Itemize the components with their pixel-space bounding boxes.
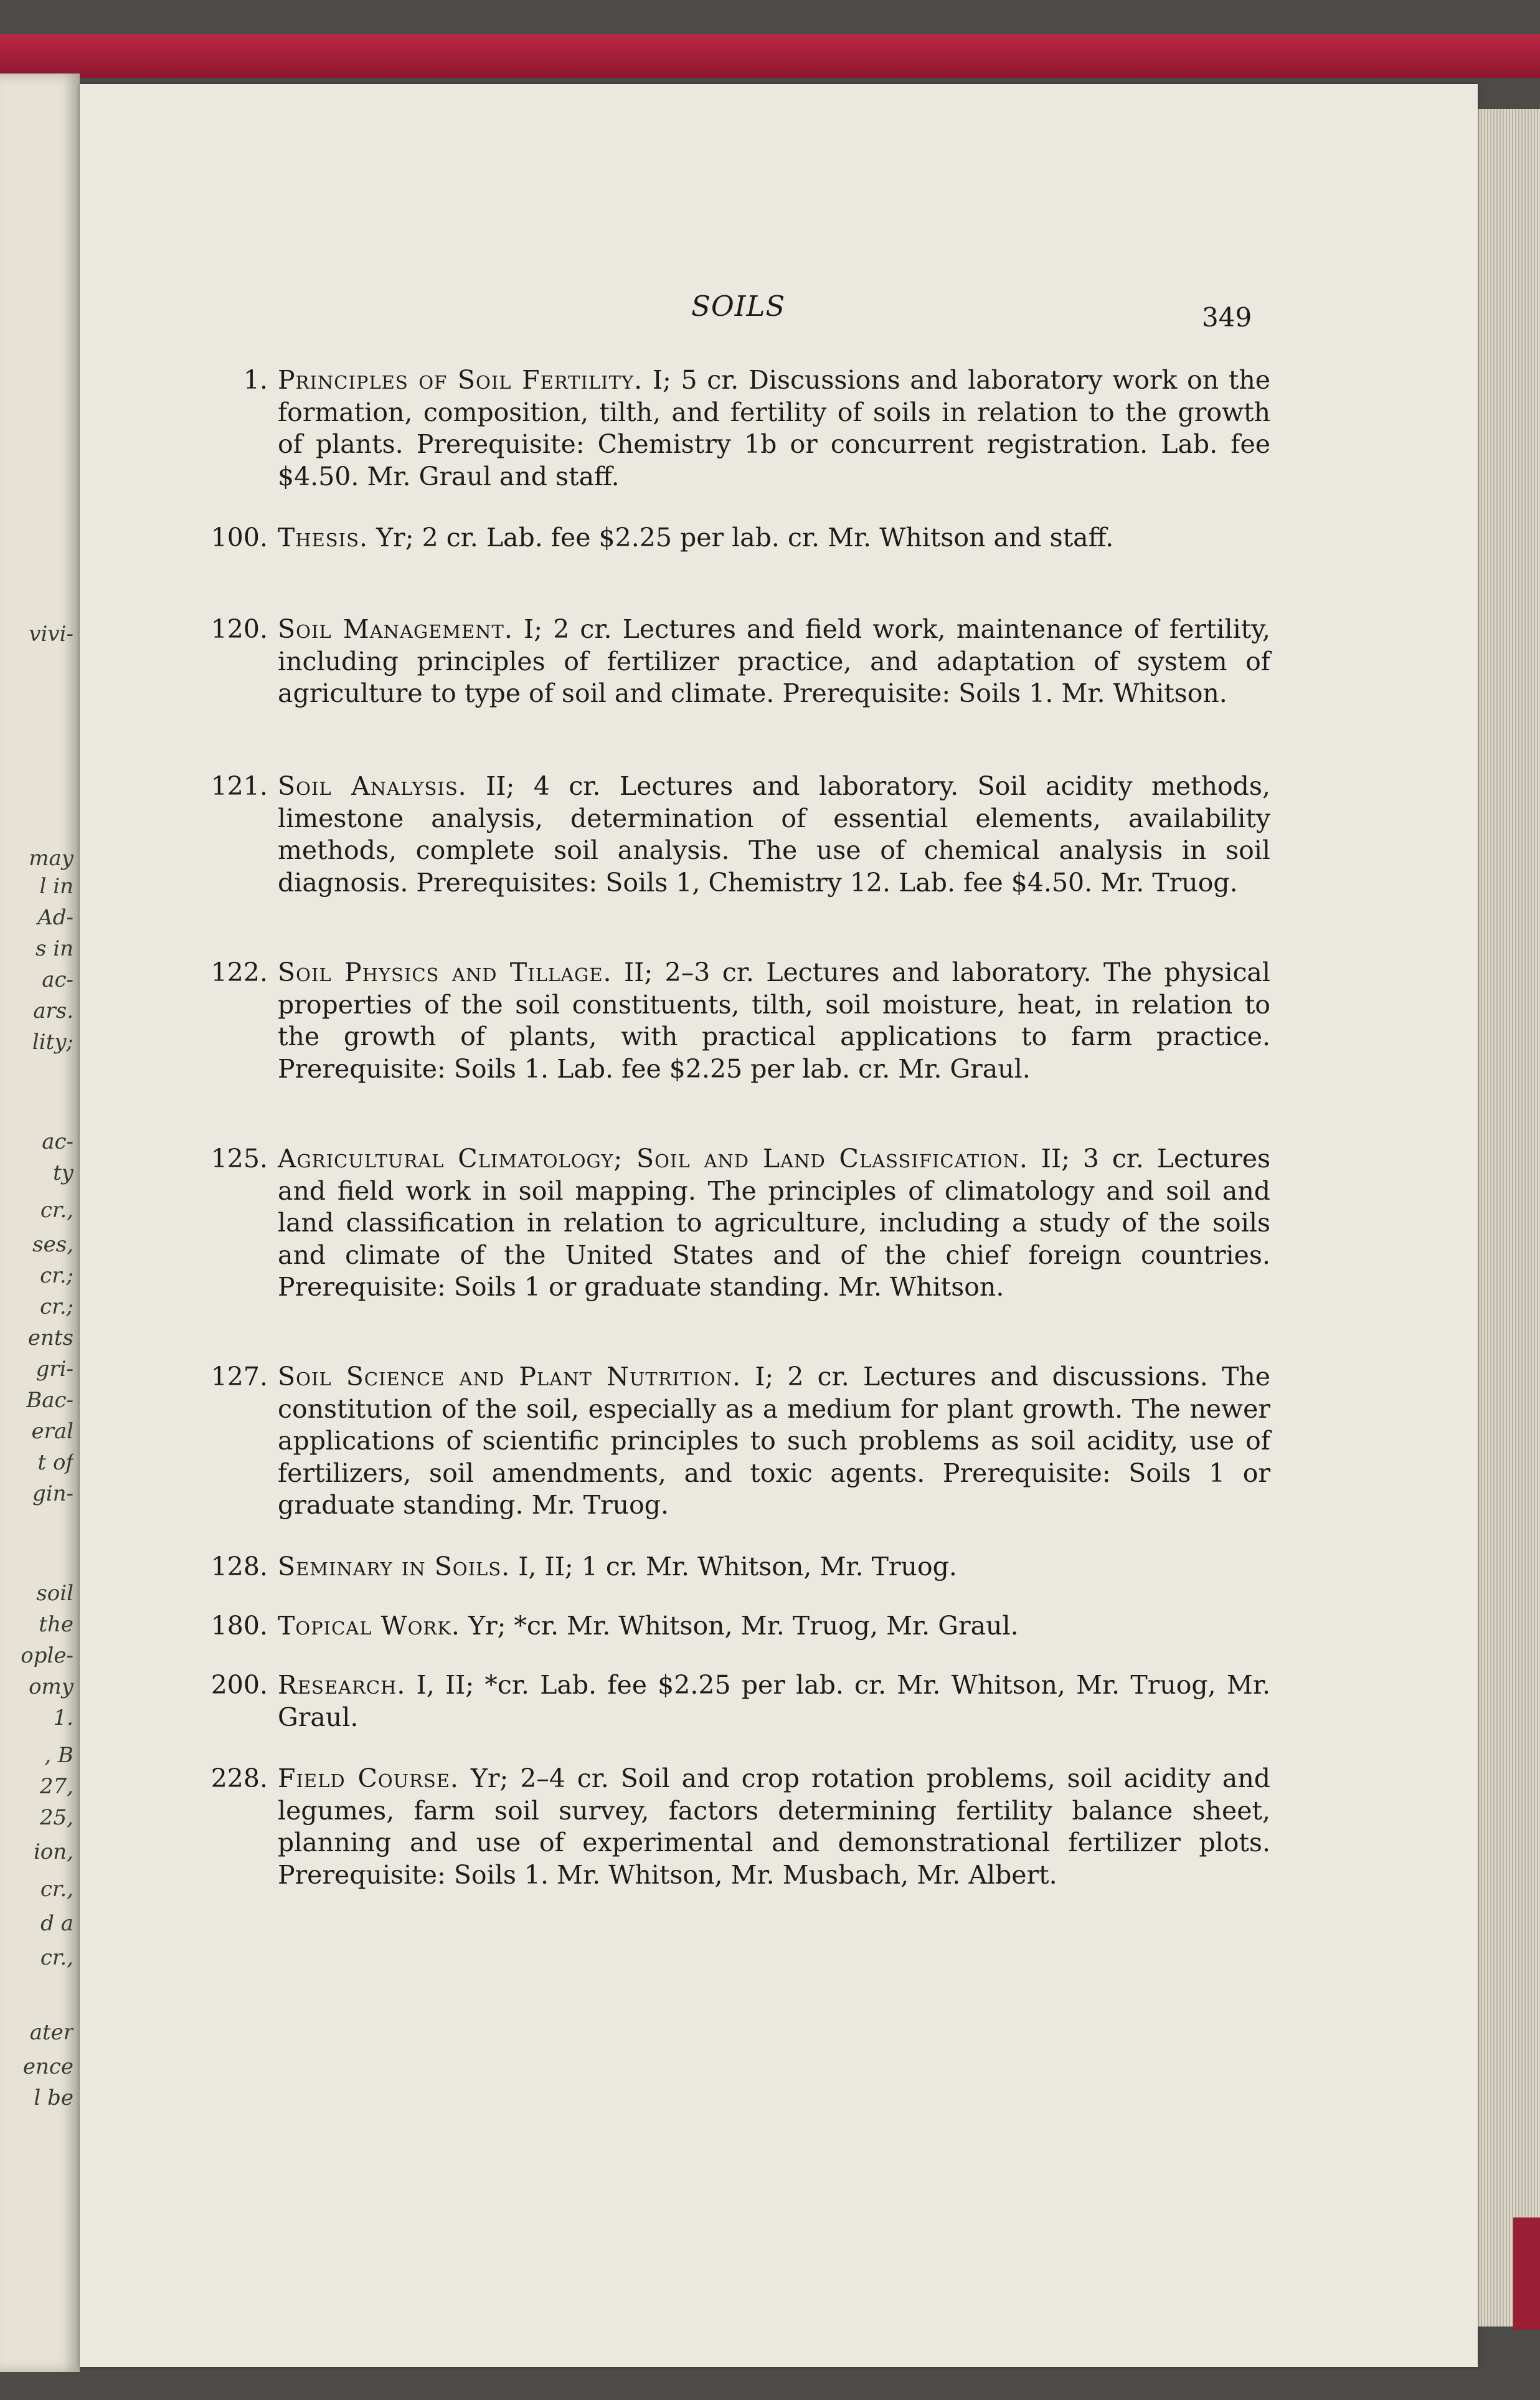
course-title: Agricultural Climatology; Soil and Land Classification.	[278, 1144, 1028, 1174]
course-title: Soil Science and Plant Nutrition.	[278, 1362, 741, 1392]
facing-page-fragment: l be	[34, 2085, 73, 2110]
course-number: 122.	[210, 957, 268, 987]
facing-page-fragment: ents	[27, 1326, 73, 1350]
course-description: II; 3 cr. Lectures and field work in soil mapping. The principles of climatology and soil and land classification in relation to agriculture, including a study of the soils and climate of the United States and of the chief foreign countries. Prerequisite: Soils 1 or graduate standing. Mr. Whitson.	[278, 1144, 1271, 1302]
course-entry	[199, 522, 1270, 554]
course-number: 100.	[210, 523, 268, 553]
course-description: I; 2 cr. Lectures and discussions. The constitution of the soil, especially as a medium for plant growth. The newer applications of scientific principles to such problems as soil acidity, use of fertilizers, soil amendments, and toxic agents. Prerequisite: Soils 1 or graduate standing. Mr. Truog.	[278, 1362, 1270, 1520]
course-title: Soil Management.	[278, 614, 513, 644]
book-binding	[0, 34, 1540, 78]
facing-page-fragment: d a	[40, 1911, 73, 1936]
facing-page-fragment: omy	[29, 1674, 73, 1699]
facing-page-fragment: ence	[22, 2054, 73, 2079]
facing-page-fragment: ople-	[21, 1643, 73, 1668]
facing-page-fragment: ac-	[42, 967, 73, 992]
facing-page-fragment: 1.	[53, 1705, 73, 1730]
course-title: Soil Analysis.	[278, 771, 467, 801]
facing-page-fragment: eral	[31, 1419, 73, 1444]
facing-page-fragment: cr.,	[40, 1877, 73, 1902]
facing-page-fragment: cr.;	[40, 1294, 73, 1319]
facing-page-fragment: Bac-	[26, 1388, 73, 1413]
facing-page-fragment: l in	[39, 874, 73, 899]
course-description: I; 2 cr. Lectures and field work, maintenance of fertility, including principles of fertilizer practice, and adaptation of system of agriculture to type of soil and climate. Prerequisite: Soils 1. Mr. Whitson.	[278, 614, 1270, 708]
course-title: Thesis.	[278, 523, 369, 553]
facing-page-fragment: cr.,	[40, 1198, 73, 1223]
course-number: 200.	[210, 1670, 268, 1700]
facing-page-fragment: gri-	[35, 1357, 73, 1382]
course-entry	[199, 1763, 1270, 1891]
course-description: I, II; 1 cr. Mr. Whitson, Mr. Truog.	[518, 1552, 957, 1582]
facing-page-fragment: 25,	[39, 1805, 73, 1830]
facing-page-fragment: gin-	[32, 1481, 73, 1506]
course-title: Seminary in Soils.	[278, 1552, 511, 1582]
facing-page-fragment: ses,	[32, 1232, 73, 1257]
course-number: 180.	[210, 1611, 268, 1641]
course-number: 121.	[210, 771, 268, 801]
facing-page-fragment: may	[29, 846, 73, 871]
course-description: I, II; *cr. Lab. fee $2.25 per lab. cr. Mr. Whitson, Mr. Truog, Mr. Graul.	[278, 1670, 1270, 1732]
course-entry	[199, 1143, 1270, 1304]
course-title: Field Course.	[278, 1763, 459, 1793]
facing-page-fragment: cr.,	[40, 1945, 73, 1970]
course-number: 128.	[210, 1552, 268, 1582]
facing-page-fragment: ion,	[33, 1839, 73, 1864]
facing-page-fragment: s in	[35, 936, 73, 961]
facing-page-fragment: the	[39, 1612, 73, 1637]
facing-page-fragment: 27,	[39, 1774, 73, 1799]
course-number: 120.	[210, 614, 268, 644]
running-title: SOILS	[691, 290, 786, 323]
course-title: Topical Work.	[278, 1611, 460, 1641]
facing-page-fragment: t of	[37, 1450, 73, 1475]
course-entry	[199, 1669, 1270, 1734]
facing-page-edge	[0, 74, 80, 2372]
facing-page-fragment: ac-	[42, 1129, 73, 1154]
course-description: II; 4 cr. Lectures and laboratory. Soil acidity methods, limestone analysis, determination of essential elements, availability methods, complete soil analysis. The use of chemical analysis in soil diagnosis. Prerequisites: Soils 1, Chemistry 12. Lab. fee $4.50. Mr. Truog.	[278, 771, 1270, 898]
page-stack-edge-red	[1513, 2217, 1540, 2330]
course-entry	[199, 1551, 1270, 1583]
course-description: I; 5 cr. Discussions and laboratory work on the formation, composition, tilth, and fertility of soils in relation to the growth of plants. Prerequisite: Chemistry 1b or concurrent registration. Lab. fee $4.50. Mr. Graul and staff.	[278, 365, 1271, 491]
facing-page-fragment: Ad-	[37, 905, 73, 930]
facing-page-fragment: ty	[53, 1160, 73, 1185]
course-entry	[199, 364, 1270, 493]
facing-page-fragment: ars.	[33, 998, 73, 1023]
course-description: II; 2–3 cr. Lectures and laboratory. The physical properties of the soil constituents, tilth, soil moisture, heat, in relation to the growth of plants, with practical applications to farm practice. Prerequisite: Soils 1. Lab. fee $2.25 per lab. cr. Mr. Graul.	[278, 957, 1270, 1084]
facing-page-fragment: ater	[29, 2020, 73, 2045]
course-entry	[199, 771, 1270, 899]
course-entry	[199, 1610, 1270, 1643]
course-entry	[199, 614, 1270, 710]
course-description: Yr; 2 cr. Lab. fee $2.25 per lab. cr. Mr. Whitson and staff.	[376, 523, 1114, 553]
course-title: Soil Physics and Tillage.	[278, 957, 612, 987]
course-description: Yr; 2–4 cr. Soil and crop rotation problems, soil acidity and legumes, farm soil survey, factors determining fertility balance sheet, planning and use of experimental and demonstrational fertilizer plots. Prerequisite: Soils 1. Mr. Whitson, Mr. Musbach, Mr. Albert.	[278, 1763, 1270, 1890]
page-number: 349	[1202, 302, 1252, 333]
facing-page-fragment: soil	[36, 1581, 73, 1606]
course-description: Yr; *cr. Mr. Whitson, Mr. Truog, Mr. Graul.	[468, 1611, 1019, 1641]
course-number: 1.	[243, 365, 268, 395]
course-entry	[199, 1361, 1270, 1522]
facing-page-fragment: , B	[44, 1743, 73, 1768]
course-title: Research.	[278, 1670, 406, 1700]
course-title: Principles of Soil Fertility.	[278, 365, 643, 395]
facing-page-fragment: lity;	[32, 1030, 73, 1055]
course-number: 125.	[210, 1144, 268, 1174]
course-number: 127.	[210, 1362, 268, 1392]
course-entry	[199, 957, 1270, 1085]
course-number: 228.	[210, 1763, 268, 1793]
facing-page-fragment: vivi-	[29, 622, 73, 647]
facing-page-fragment: cr.;	[40, 1263, 73, 1288]
